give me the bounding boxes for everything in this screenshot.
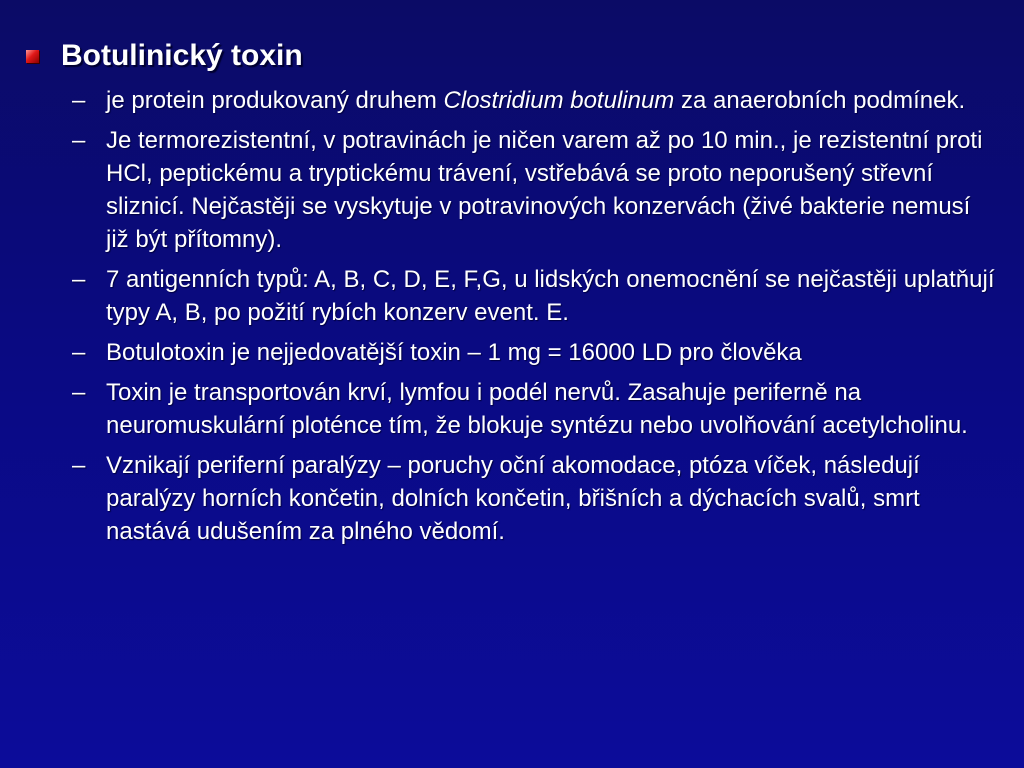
list-item [72, 263, 997, 329]
dash-bullet: – [72, 266, 86, 293]
text-segment: za anaerobních podmínek. [674, 87, 966, 114]
slide-heading [26, 38, 303, 74]
dash-bullet: – [72, 127, 86, 154]
list-item [72, 336, 997, 369]
list-item-text: Botulotoxin je nejjedovatější toxin – 1 mg = 16000 LD pro člověka [106, 339, 802, 366]
dash-bullet: – [72, 452, 86, 479]
species-name: Clostridium botulinum [443, 87, 675, 114]
heading-text: Botulinický toxin [61, 39, 303, 72]
list-item [72, 124, 997, 256]
list-item [72, 376, 997, 442]
list-item-text [106, 84, 997, 117]
bullet-list [72, 84, 997, 555]
list-item-text: Je termorezistentní, v potravinách je ničen varem až po 10 min., je rezistentní proti HCl, peptickému a tryptickému trávení, vstřebává se proto neporušený střevní sliznicí. Nejčastěji se vyskytuje v potravinových konzervách (živé bakterie nemusí již být přítomny). [106, 127, 983, 253]
list-item [72, 84, 997, 117]
red-square-bullet-icon [26, 50, 39, 63]
list-item [72, 449, 997, 548]
dash-bullet: – [72, 379, 86, 406]
list-item-text: Vznikají periferní paralýzy – poruchy oční akomodace, ptóza víček, následují paralýzy horních končetin, dolních končetin, břišních a dýchacích svalů, smrt nastává udušením za plného vědomí. [106, 452, 920, 545]
text-segment: je protein produkovaný druhem [106, 87, 444, 114]
list-item-text: 7 antigenních typů: A, B, C, D, E, F,G, u lidských onemocnění se nejčastěji uplatňují typy A, B, po požití rybích konzerv event. E. [106, 266, 995, 326]
list-item-text: Toxin je transportován krví, lymfou i podél nervů. Zasahuje periferně na neuromuskulární ploténce tím, že blokuje syntézu nebo uvolňování acetylcholinu. [106, 379, 968, 439]
dash-bullet: – [72, 339, 86, 366]
dash-bullet: – [72, 87, 86, 114]
